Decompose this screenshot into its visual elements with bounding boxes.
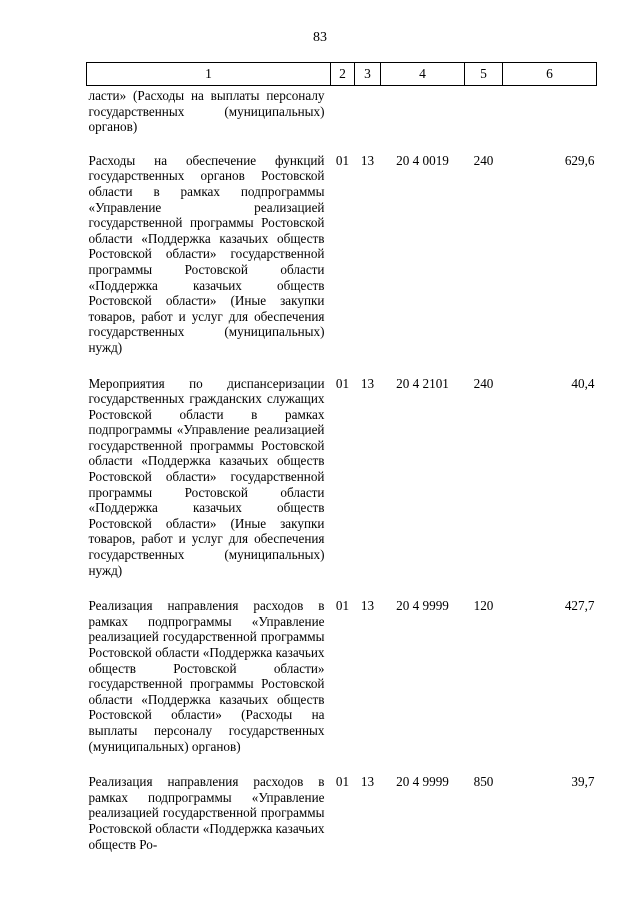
- row-amount: 427,7: [564, 598, 595, 614]
- row-csr: 20 4 0019: [396, 152, 449, 168]
- row-description: Реализация направления расходов в рамках подпрограммы «Управление реализацией государственной программы Ростовской области «Поддержка казачьих обществ Ростовской области» государственной программы Ростовской области «Поддержка казачьих обществ Ростовской области» (Расходы на выплаты персоналу государственных (муниципальных) органов): [88, 598, 325, 754]
- row-pr: 13: [360, 774, 375, 790]
- row-rz: 01: [335, 375, 350, 391]
- table-row: [87, 770, 597, 868]
- page-number: 83: [313, 30, 327, 45]
- header-col-1: 1: [87, 63, 331, 86]
- row-amount: 39,7: [571, 774, 595, 790]
- row-amount: [503, 86, 597, 149]
- table-row: [87, 372, 597, 595]
- row-vr: 240: [473, 375, 494, 391]
- row-description: Расходы на обеспечение функций государственных органов Ростовской области в рамках подпрограммы «Управление реализацией государственной программы Ростовской области «Поддержка казачьих обществ Ростовской области» государственной программы Ростовской области «Поддержка казачьих обществ Ростовской области» (Иные закупки товаров, работ и услуг для обеспечения государственных (муниципальных) нужд): [88, 152, 325, 355]
- row-rz: 01: [335, 774, 350, 790]
- row-csr: 20 4 9999: [396, 598, 449, 614]
- row-amount: 40,4: [571, 375, 595, 391]
- header-col-6: 6: [503, 63, 597, 86]
- row-csr: [381, 86, 465, 149]
- row-pr: 13: [360, 152, 375, 168]
- table-row: [87, 86, 597, 149]
- row-csr: 20 4 9999: [396, 774, 449, 790]
- row-description: Мероприятия по диспансеризации государственных гражданских служащих Ростовской области в рамках подпрограммы «Управление реализацией государственной программы Ростовской области «Поддержка казачьих обществ Ростовской области» государственной программы Ростовской области «Поддержка казачьих обществ Ростовской области» (Иные закупки товаров, работ и услуг для обеспечения государственных (муниципальных) нужд): [88, 375, 325, 578]
- row-vr: 850: [473, 774, 494, 790]
- row-vr: 120: [473, 598, 494, 614]
- row-vr: 240: [473, 152, 494, 168]
- row-description: Реализация направления расходов в рамках подпрограммы «Управление реализацией государственной программы Ростовской области «Поддержка казачьих обществ Ро-: [88, 774, 325, 852]
- row-csr: 20 4 2101: [396, 375, 449, 391]
- row-amount: 629,6: [564, 152, 595, 168]
- row-description: ласти» (Расходы на выплаты персоналу государственных (муниципальных) органов): [88, 88, 325, 135]
- header-col-3: 3: [355, 63, 381, 86]
- table-row: [87, 149, 597, 372]
- header-col-5: 5: [465, 63, 503, 86]
- row-pr: 13: [360, 375, 375, 391]
- row-rz: 01: [335, 598, 350, 614]
- budget-table: [86, 62, 597, 868]
- row-pr: [355, 86, 381, 149]
- row-pr: 13: [360, 598, 375, 614]
- row-rz: 01: [335, 152, 350, 168]
- row-vr: [465, 86, 503, 149]
- row-rz: [331, 86, 355, 149]
- header-col-2: 2: [331, 63, 355, 86]
- table-row: [87, 594, 597, 770]
- header-col-4: 4: [381, 63, 465, 86]
- table-header-row: [87, 63, 597, 86]
